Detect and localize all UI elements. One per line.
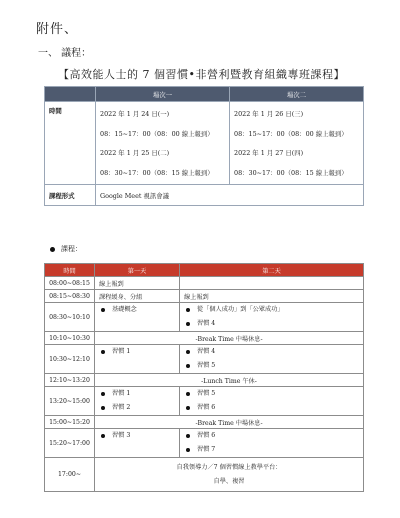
course-day1-header: 第一天 [95, 264, 180, 277]
list-item: 習慣 5 [196, 390, 216, 397]
bullet-icon [101, 406, 105, 410]
list-item: 習慣 7 [196, 446, 216, 453]
bullet-icon [101, 308, 105, 312]
list-item: 習慣 6 [196, 404, 216, 411]
row-time: 08:15~08:30 [45, 290, 95, 303]
day1-cell [95, 345, 180, 374]
document-title: 【高效能人士的 7 個習慣•非營利暨教育組織專班課程】 [58, 68, 345, 81]
session1-day2-date: 2022 年 1 月 25 日(二) [100, 149, 170, 158]
session1-day1-date: 2022 年 1 月 24 日(一) [100, 110, 170, 118]
bullet-icon [186, 392, 190, 396]
session1-header: 場次一 [96, 87, 230, 102]
session2-day1-hours: 08：15~17：00（08：00 線上報到） [234, 129, 348, 138]
list-item: 習慣 5 [196, 362, 216, 369]
course-heading-text: 課程： [61, 245, 82, 253]
session1-times [96, 102, 230, 185]
course-time-header: 時間 [45, 264, 95, 277]
row-time: 10:30~12:10 [45, 345, 95, 374]
list-item: 習慣 1 [112, 348, 131, 355]
row-time: 17:00~ [45, 458, 95, 492]
bullet-icon [101, 434, 105, 438]
format-value: Google Meet 視訊會議 [96, 185, 364, 206]
table-row [45, 303, 364, 332]
day1-cell: 課程緩身、分組 [95, 290, 180, 303]
list-item: 習慣 4 [196, 320, 216, 327]
table-row [45, 332, 364, 345]
lunch-cell: -Lunch Time 午休- [95, 374, 364, 387]
day1-cell [95, 303, 180, 332]
bullet-icon [186, 308, 190, 312]
bullet-icon [186, 322, 190, 326]
row-time: 12:10~13:20 [45, 374, 95, 387]
break-cell: -Break Time 中場休息- [95, 416, 364, 429]
day2-cell: 線上報到 [179, 290, 363, 303]
list-item: 基礎概念 [112, 306, 137, 313]
schedule-header-row [45, 87, 364, 102]
session2-times [230, 102, 364, 185]
day2-cell [179, 429, 363, 458]
session1-day2-hours: 08：30~17：00（08：15 線上報到） [100, 168, 214, 177]
table-row [45, 374, 364, 387]
bullet-icon [186, 434, 190, 438]
day1-cell [95, 429, 180, 458]
break-cell: -Break Time 中場休息- [95, 332, 364, 345]
row-time: 15:20~17:00 [45, 429, 95, 458]
row-time: 08:00~08:15 [45, 277, 95, 290]
table-row [45, 345, 364, 374]
schedule-time-row [45, 102, 364, 185]
list-item: 習慣 1 [112, 390, 131, 397]
table-row [45, 277, 364, 290]
row-time: 08:30~10:10 [45, 303, 95, 332]
list-item: 習慣 4 [196, 348, 216, 355]
format-label: 課程形式 [45, 185, 96, 206]
platform-cell [95, 458, 364, 492]
session2-day2-date: 2022 年 1 月 27 日(四) [234, 149, 304, 158]
session2-day1-date: 2022 年 1 月 26 日(三) [234, 110, 304, 118]
list-item: 習慣 2 [112, 404, 131, 411]
row-time: 15:00~15:20 [45, 416, 95, 429]
schedule-corner-cell [45, 87, 96, 102]
agenda-heading: 一、 議程： [38, 48, 92, 59]
day2-cell [179, 387, 363, 416]
day2-cell [179, 303, 363, 332]
platform-line2: 自學、複習 [213, 477, 245, 485]
bullet-icon [50, 247, 55, 252]
table-row [45, 429, 364, 458]
row-time: 10:10~10:30 [45, 332, 95, 345]
course-header-row [45, 264, 364, 277]
bullet-icon [186, 448, 190, 452]
session2-header: 場次二 [230, 87, 364, 102]
table-row [45, 458, 364, 492]
day2-cell [179, 345, 363, 374]
schedule-format-row [45, 185, 364, 206]
session-schedule-table [44, 86, 364, 206]
platform-line1: 自我領導力／7 個習慣線上教學平台： [176, 463, 282, 471]
row-time: 13:20~15:00 [45, 387, 95, 416]
session2-day2-hours: 08：30~17：00（08：15 線上報到） [234, 168, 348, 177]
day2-cell [179, 277, 363, 290]
list-item: 習慣 3 [112, 432, 131, 439]
day1-cell: 線上報到 [95, 277, 180, 290]
bullet-icon [101, 392, 105, 396]
time-label: 時間 [45, 102, 96, 185]
course-day2-header: 第二天 [179, 264, 363, 277]
list-item: 從「個人成功」到「公眾成功」 [196, 306, 284, 313]
bullet-icon [186, 350, 190, 354]
list-item: 習慣 6 [196, 432, 216, 439]
day1-cell [95, 387, 180, 416]
table-row [45, 290, 364, 303]
bullet-icon [101, 350, 105, 354]
bullet-icon [186, 406, 190, 410]
table-row [45, 387, 364, 416]
table-row [45, 416, 364, 429]
session1-day1-hours: 08：15~17：00（08：00 線上報到） [100, 129, 214, 138]
course-table [44, 263, 364, 492]
bullet-icon [186, 364, 190, 368]
attachment-label: 附件、 [36, 22, 79, 37]
course-heading [50, 244, 82, 254]
